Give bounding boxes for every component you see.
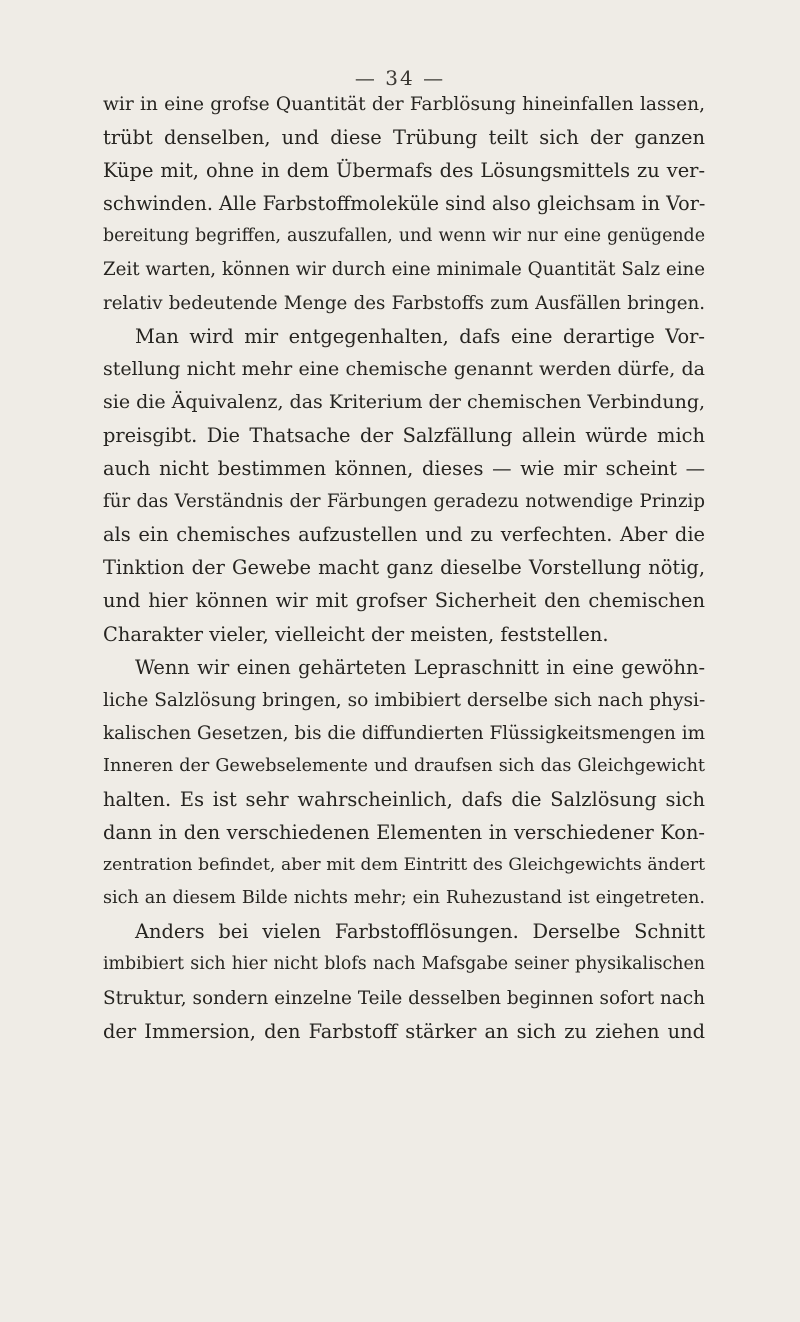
text-line: preisgibt. Die Thatsache der Salzfällung allein würde mich [103, 423, 705, 447]
text-line: trübt denselben, und diese Trübung teilt sich der ganzen [103, 126, 705, 150]
text-line: imbibiert sich hier nicht blofs nach Mafsgabe seiner physikalischen [103, 954, 705, 975]
text-line: als ein chemisches aufzustellen und zu verfechten. Aber die [103, 523, 705, 547]
body-text [103, 88, 705, 1048]
text-line: schwinden. Alle Farbstoffmoleküle sind also gleichsam in Vor- [103, 192, 705, 216]
text-line: Küpe mit, ohne in dem Übermafs des Lösungsmittels zu ver- [103, 159, 705, 183]
text-line: auch nicht bestimmen können, dieses — wie mir scheint — [103, 457, 705, 481]
text-line: dann in den verschiedenen Elementen in verschiedener Kon- [103, 821, 705, 845]
text-line: Inneren der Gewebselemente und draufsen sich das Gleichgewicht [103, 755, 705, 776]
text-line: halten. Es ist sehr wahrscheinlich, dafs die Salzlösung sich [103, 787, 705, 811]
text-line: bereitung begriffen, auszufallen, und wenn wir nur eine genügende [103, 226, 705, 247]
text-line: stellung nicht mehr eine chemische genannt werden dürfe, da [103, 357, 705, 380]
text-line: und hier können wir mit grofser Sicherheit den chemischen [103, 589, 705, 613]
text-line: Tinktion der Gewebe macht ganz dieselbe Vorstellung nötig, [103, 556, 705, 580]
text-line: liche Salzlösung bringen, so imbibiert derselbe sich nach physi- [103, 689, 705, 711]
text-line: zentration befindet, aber mit dem Eintritt des Gleichgewichts ändert [103, 855, 705, 876]
text-line: relativ bedeutende Menge des Farbstoffs zum Ausfällen bringen. [103, 292, 705, 314]
text-line: für das Verständnis der Färbungen geradezu notwendige Prinzip [103, 491, 705, 513]
text-line: Anders bei vielen Farbstofflösungen. Derselbe Schnitt [135, 920, 705, 944]
text-line: kalischen Gesetzen, bis die diffundierten Flüssigkeitsmengen im [103, 722, 705, 744]
text-line: Struktur, sondern einzelne Teile desselben beginnen sofort nach [103, 987, 705, 1009]
text-line: sich an diesem Bilde nichts mehr; ein Ruhezustand ist eingetreten. [103, 888, 705, 909]
text-line: Man wird mir entgegenhalten, dafs eine derartige Vor- [135, 324, 705, 348]
text-line: der Immersion, den Farbstoff stärker an sich zu ziehen und [103, 1019, 705, 1043]
text-line: Zeit warten, können wir durch eine minimale Quantität Salz eine [103, 259, 705, 281]
text-line: wir in eine grofse Quantität der Farblösung hineinfallen lassen, [103, 94, 705, 115]
text-line: Charakter vieler, vielleicht der meisten, feststellen. [103, 622, 609, 646]
page-number: — 34 — [354, 66, 446, 90]
text-line: sie die Äquivalenz, das Kriterium der chemischen Verbindung, [103, 390, 705, 413]
text-line: Wenn wir einen gehärteten Lepraschnitt in eine gewöhn- [135, 655, 705, 679]
